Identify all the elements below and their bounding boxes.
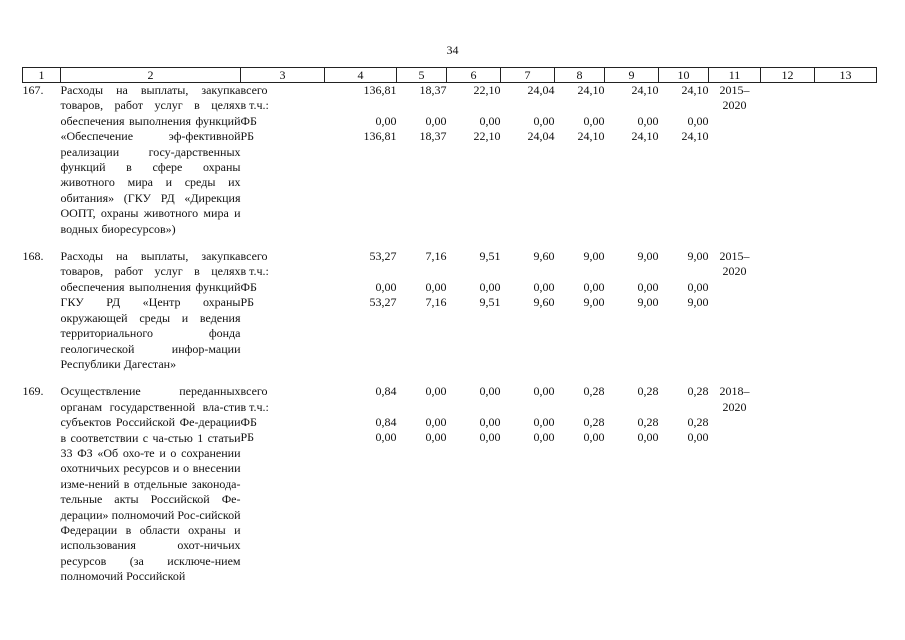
column-header-7: 7: [501, 68, 555, 83]
funding-source-label: всего: [240, 384, 268, 399]
spacer-cell: [23, 237, 877, 249]
empty-cell: [761, 384, 815, 584]
funding-sources: [241, 384, 325, 584]
value-cell: [397, 400, 447, 415]
value-cell: 9,00: [687, 295, 709, 310]
column-header-9: 9: [605, 68, 659, 83]
value-cell: 24,04: [527, 83, 555, 97]
funding-source-label: в т.ч.:: [240, 98, 269, 113]
value-cell: 0,00: [637, 430, 659, 445]
row-index: 168.: [22, 249, 44, 264]
value-column-5: [397, 384, 447, 584]
value-cell: [659, 400, 709, 415]
value-cell: 0,00: [533, 415, 555, 430]
value-cell: 0,00: [687, 279, 709, 294]
value-cell: 24,10: [681, 83, 709, 97]
value-cell: 0,00: [479, 384, 501, 399]
value-column-4: [325, 249, 397, 372]
empty-cell: [761, 83, 815, 238]
implementation-period: [709, 384, 761, 584]
value-cell: 0,00: [425, 415, 447, 430]
value-cell: [501, 98, 555, 113]
value-cell: [555, 264, 605, 279]
funding-source-label: ФБ: [240, 113, 257, 128]
value-cell: 24,10: [577, 129, 605, 144]
value-cell: 0,00: [425, 384, 447, 399]
value-cell: 24,04: [527, 129, 555, 144]
row-description: Расходы на выплаты, закупка товаров, работ услуг в целях обеспечения выполнения функций «Обеспечение эф-фективной реализации госу-дарственных функций в сфере охраны животного мира и среды их обитания» (ГКУ РД «Дирекция ООПТ, охраны животного мира и водных биоресурсов»): [60, 83, 241, 236]
value-cell: [605, 400, 659, 415]
column-header-3: 3: [241, 68, 325, 83]
funding-source-label: РБ: [240, 129, 255, 144]
value-column-7: [501, 83, 555, 238]
column-header-5: 5: [397, 68, 447, 83]
value-column-10: [659, 249, 709, 372]
page-number: 34: [446, 43, 459, 57]
funding-source-label: РБ: [240, 430, 255, 445]
empty-cell: [815, 83, 877, 238]
value-column-4: [325, 83, 397, 238]
header-row: [23, 68, 877, 83]
column-header-2: 2: [61, 68, 241, 83]
column-header-1: 1: [23, 68, 61, 83]
value-cell: 0,00: [425, 279, 447, 294]
value-column-6: [447, 384, 501, 584]
funding-source-label: ФБ: [240, 415, 257, 430]
row-spacer: [23, 237, 877, 249]
period-line: 2020: [722, 264, 747, 279]
value-cell: 0,00: [583, 279, 605, 294]
funding-source-label: в т.ч.:: [240, 399, 269, 414]
value-cell: 0,28: [583, 384, 605, 399]
value-cell: 0,00: [687, 430, 709, 445]
column-header-6: 6: [447, 68, 501, 83]
value-cell: [447, 264, 501, 279]
value-cell: 0,00: [479, 430, 501, 445]
value-cell: 24,10: [631, 129, 659, 144]
funding-source-label: в т.ч.:: [240, 264, 269, 279]
value-cell: 22,10: [473, 129, 501, 144]
value-cell: [325, 98, 397, 113]
table-body: [23, 83, 877, 585]
value-column-10: [659, 83, 709, 238]
value-cell: 22,10: [473, 83, 501, 97]
value-cell: 0,84: [375, 415, 397, 430]
value-cell: 53,27: [369, 249, 397, 264]
period-line: 2020: [722, 98, 747, 113]
value-cell: [659, 98, 709, 113]
value-cell: 7,16: [425, 249, 447, 264]
value-cell: [605, 264, 659, 279]
value-cell: [325, 264, 397, 279]
table-row: [23, 83, 877, 238]
value-cell: 9,00: [583, 249, 605, 264]
value-cell: 136,81: [363, 83, 397, 97]
value-cell: 0,00: [375, 113, 397, 128]
table-row: [23, 249, 877, 372]
value-cell: 0,00: [533, 113, 555, 128]
funding-source-label: РБ: [240, 295, 255, 310]
value-cell: 0,00: [375, 279, 397, 294]
value-cell: 53,27: [369, 295, 397, 310]
value-column-9: [605, 384, 659, 584]
table-row: [23, 384, 877, 584]
funding-source-label: ФБ: [240, 279, 257, 294]
budget-table: [22, 67, 877, 585]
implementation-period: [709, 83, 761, 238]
value-column-10: [659, 384, 709, 584]
empty-cell: [815, 384, 877, 584]
value-cell: 24,10: [577, 83, 605, 97]
value-cell: 9,00: [687, 249, 709, 264]
column-header-10: 10: [659, 68, 709, 83]
value-cell: 0,00: [375, 430, 397, 445]
period-line: 2018–: [719, 384, 750, 399]
value-cell: 0,28: [637, 415, 659, 430]
value-cell: 0,00: [533, 279, 555, 294]
value-cell: [605, 98, 659, 113]
empty-cell: [761, 249, 815, 372]
value-cell: 0,00: [583, 430, 605, 445]
value-cell: 0,00: [687, 113, 709, 128]
implementation-period: [709, 249, 761, 372]
period-line: 2020: [722, 399, 747, 414]
value-cell: [397, 264, 447, 279]
value-cell: 0,84: [375, 384, 397, 399]
value-cell: [447, 400, 501, 415]
value-cell: 0,00: [479, 415, 501, 430]
value-cell: [397, 98, 447, 113]
value-column-7: [501, 384, 555, 584]
value-cell: 18,37: [419, 83, 447, 97]
value-cell: 9,00: [583, 295, 605, 310]
column-header-12: 12: [761, 68, 815, 83]
funding-source-label: всего: [240, 249, 268, 264]
value-cell: 9,51: [479, 295, 501, 310]
value-cell: [501, 264, 555, 279]
value-cell: [659, 264, 709, 279]
column-header-11: 11: [709, 68, 761, 83]
period-line: 2015–: [719, 83, 750, 97]
empty-cell: [815, 249, 877, 372]
value-cell: 0,28: [637, 384, 659, 399]
column-header-13: 13: [815, 68, 877, 83]
value-column-9: [605, 249, 659, 372]
value-cell: 9,51: [479, 249, 501, 264]
row-index: 167.: [22, 83, 44, 97]
row-index: 169.: [22, 384, 44, 399]
value-column-8: [555, 384, 605, 584]
value-column-5: [397, 83, 447, 238]
value-cell: 9,00: [637, 295, 659, 310]
column-header-4: 4: [325, 68, 397, 83]
value-cell: [555, 400, 605, 415]
funding-sources: [241, 83, 325, 238]
row-description: Расходы на выплаты, закупка товаров, работ услуг в целях обеспечения выполнения функций ГКУ РД «Центр охраны окружающей среды и ведения территориального фонда геологической инфор-мации Республики Дагестан»: [60, 249, 241, 371]
value-column-5: [397, 249, 447, 372]
spacer-cell: [23, 372, 877, 384]
value-cell: 18,37: [419, 129, 447, 144]
value-cell: 0,28: [687, 384, 709, 399]
value-cell: 24,10: [631, 83, 659, 97]
value-column-8: [555, 83, 605, 238]
row-description: Осуществление переданных органам государственной вла-сти субъектов Российской Фе-дерации в соответствии с ча-стью 1 статьи 33 ФЗ «Об охо-те и о сохранении охотничьих ресурсов и о внесении изме-нений в отдельные законода-тельные акты Российской Фе-дерации» полномочий Рос-сийской Федерации в области охраны и использования охот-ничьих ресурсов (за исключе-нием полномочий Российской: [60, 384, 241, 584]
value-cell: 0,28: [583, 415, 605, 430]
value-cell: 9,60: [533, 295, 555, 310]
value-column-7: [501, 249, 555, 372]
value-cell: 9,60: [533, 249, 555, 264]
value-cell: 7,16: [425, 295, 447, 310]
period-line: 2015–: [719, 249, 750, 264]
funding-sources: [241, 249, 325, 372]
value-cell: [325, 400, 397, 415]
value-cell: 0,00: [533, 384, 555, 399]
value-cell: 0,00: [425, 113, 447, 128]
value-cell: 0,00: [533, 430, 555, 445]
row-spacer: [23, 372, 877, 384]
value-cell: 136,81: [363, 129, 397, 144]
value-cell: 0,00: [637, 279, 659, 294]
value-cell: 0,00: [637, 113, 659, 128]
value-column-8: [555, 249, 605, 372]
value-cell: 9,00: [637, 249, 659, 264]
value-column-6: [447, 249, 501, 372]
value-cell: 0,00: [583, 113, 605, 128]
value-column-9: [605, 83, 659, 238]
value-column-6: [447, 83, 501, 238]
funding-source-label: всего: [240, 83, 268, 97]
value-column-4: [325, 384, 397, 584]
value-cell: 0,28: [687, 415, 709, 430]
value-cell: 24,10: [681, 129, 709, 144]
value-cell: [447, 98, 501, 113]
value-cell: 0,00: [425, 430, 447, 445]
column-header-8: 8: [555, 68, 605, 83]
value-cell: [501, 400, 555, 415]
value-cell: 0,00: [479, 279, 501, 294]
value-cell: [555, 98, 605, 113]
value-cell: 0,00: [479, 113, 501, 128]
